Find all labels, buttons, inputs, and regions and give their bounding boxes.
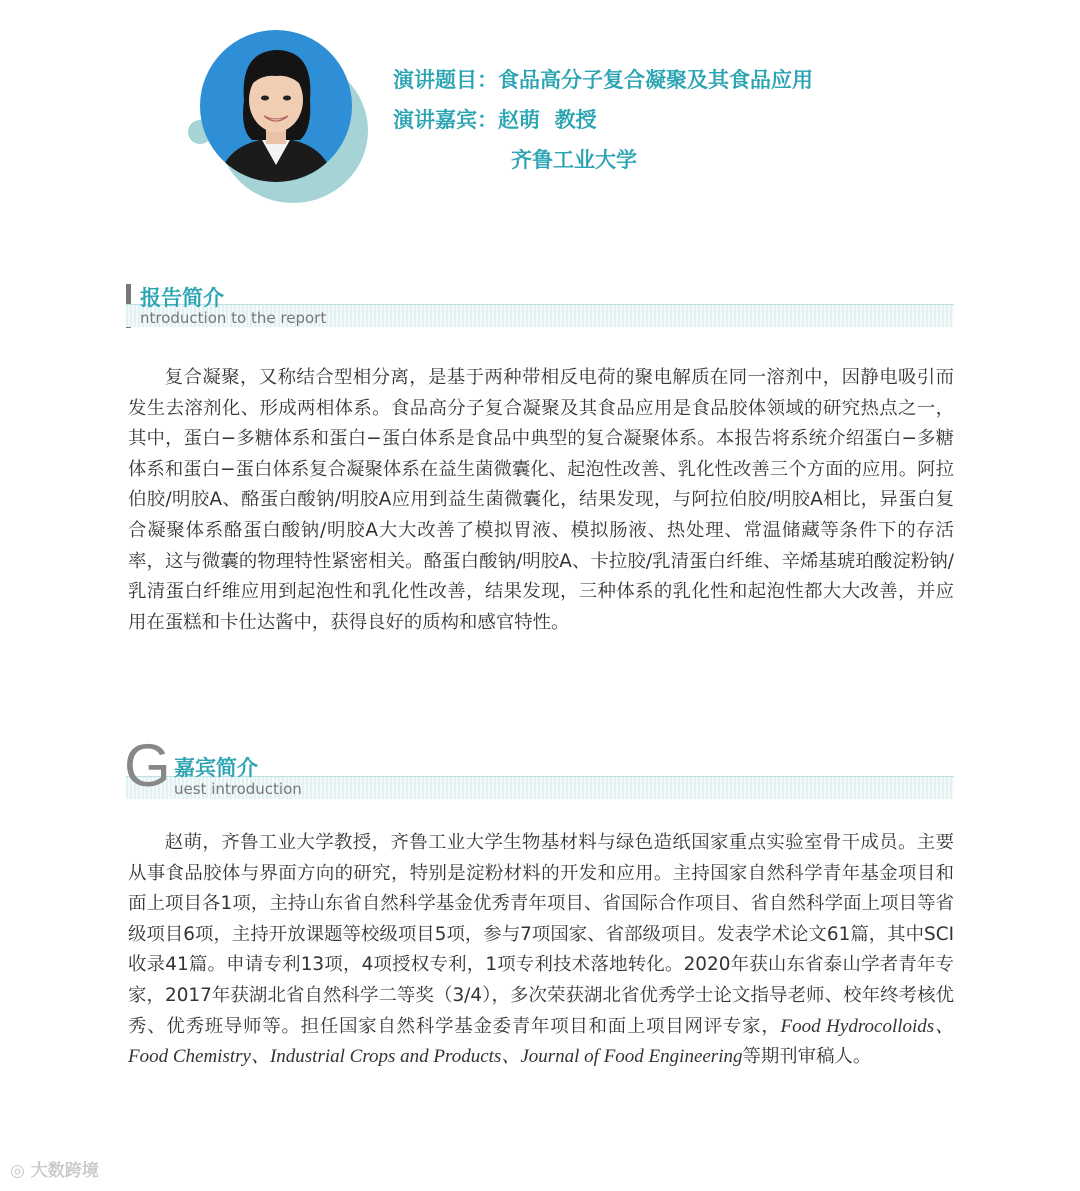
talk-affiliation: 齐鲁工业大学 [511,148,637,172]
speaker-photo [200,30,352,182]
guest-big-letter: G [124,732,171,799]
watermark [10,1156,99,1181]
guest-journals: Food Hydrocolloids、Food Chemistry、Industrial Crops and Products、Journal of Food Engineering [128,1015,954,1068]
guest-heading: 嘉宾简介 [174,756,258,780]
report-heading: 报告简介 [140,286,224,310]
talk-info [393,60,813,180]
speaker-photo-illustration [200,30,352,182]
talk-title-line [393,60,813,100]
guest-section-header [124,732,954,800]
report-body: 复合凝聚，又称结合型相分离，是基于两种带相反电荷的聚电解质在同一溶剂中，因静电吸引而发生去溶剂化、形成两相体系。食品高分子复合凝聚及其食品应用是食品胶体领域的研究热点之一，其中，蛋白−多糖体系和蛋白−蛋白体系是食品中典型的复合凝聚体系。本报告将系统介绍蛋白−多糖体系和蛋白−蛋白体系复合凝聚体系在益生菌微囊化、起泡性改善、乳化性改善三个方面的应用。阿拉伯胶/明胶A、酪蛋白酸钠/明胶A应用到益生菌微囊化，结果发现，与阿拉伯胶/明胶A相比，异蛋白复合凝聚体系酪蛋白酸钠/明胶A大大改善了模拟胃液、模拟肠液、热处理、常温储藏等条件下的存活率，这与微囊的物理特性紧密相关。酪蛋白酸钠/明胶A、卡拉胶/乳清蛋白纤维、辛烯基琥珀酸淀粉钠/乳清蛋白纤维应用到起泡性和乳化性改善，结果发现，三种体系的乳化性和起泡性都大大改善，并应用在蛋糕和卡仕达酱中，获得良好的质构和感官特性。 [128,367,954,633]
watermark-logo-icon: ◎ [10,1161,31,1181]
guest-body-end: 等期刊审稿人。 [742,1046,872,1068]
guest-subheading: uest introduction [174,780,302,798]
talk-speaker-value: 赵萌 教授 [498,108,597,132]
speaker-portrait [188,30,378,205]
talk-speaker-line [393,100,813,140]
guest-body-text: 赵萌，齐鲁工业大学教授，齐鲁工业大学生物基材料与绿色造纸国家重点实验室骨干成员。主要从事食品胶体与界面方向的研究，特别是淀粉材料的开发和应用。主持国家自然科学青年基金项目和面上项目各1项，主持山东省自然科学基金优秀青年项目、省国际合作项目、省自然科学面上项目等省级项目6项，主持开放课题等校级项目5项，参与7项国家、省部级项目。发表学术论文61篇，其中SCI收录41篇。申请专利13项，4项授权专利，1项专利技术落地转化。2020年获山东省泰山学者青年专家，2017年获湖北省自然科学二等奖（3/4），多次荣获湖北省优秀学士论文指导老师、校年终考核优秀、优秀班导师等。担任国家自然科学基金委青年项目和面上项目网评专家， [128,832,954,1037]
talk-affiliation-line [393,140,813,180]
talk-title-value: 食品高分子复合凝聚及其食品应用 [498,68,813,92]
report-section-header [126,282,954,330]
report-subheading: ntroduction to the report [140,309,327,327]
guest-body [128,828,954,1073]
watermark-text: 大数跨境 [30,1161,99,1181]
talk-title-label: 演讲题目： [393,68,498,92]
talk-speaker-label: 演讲嘉宾： [393,108,498,132]
